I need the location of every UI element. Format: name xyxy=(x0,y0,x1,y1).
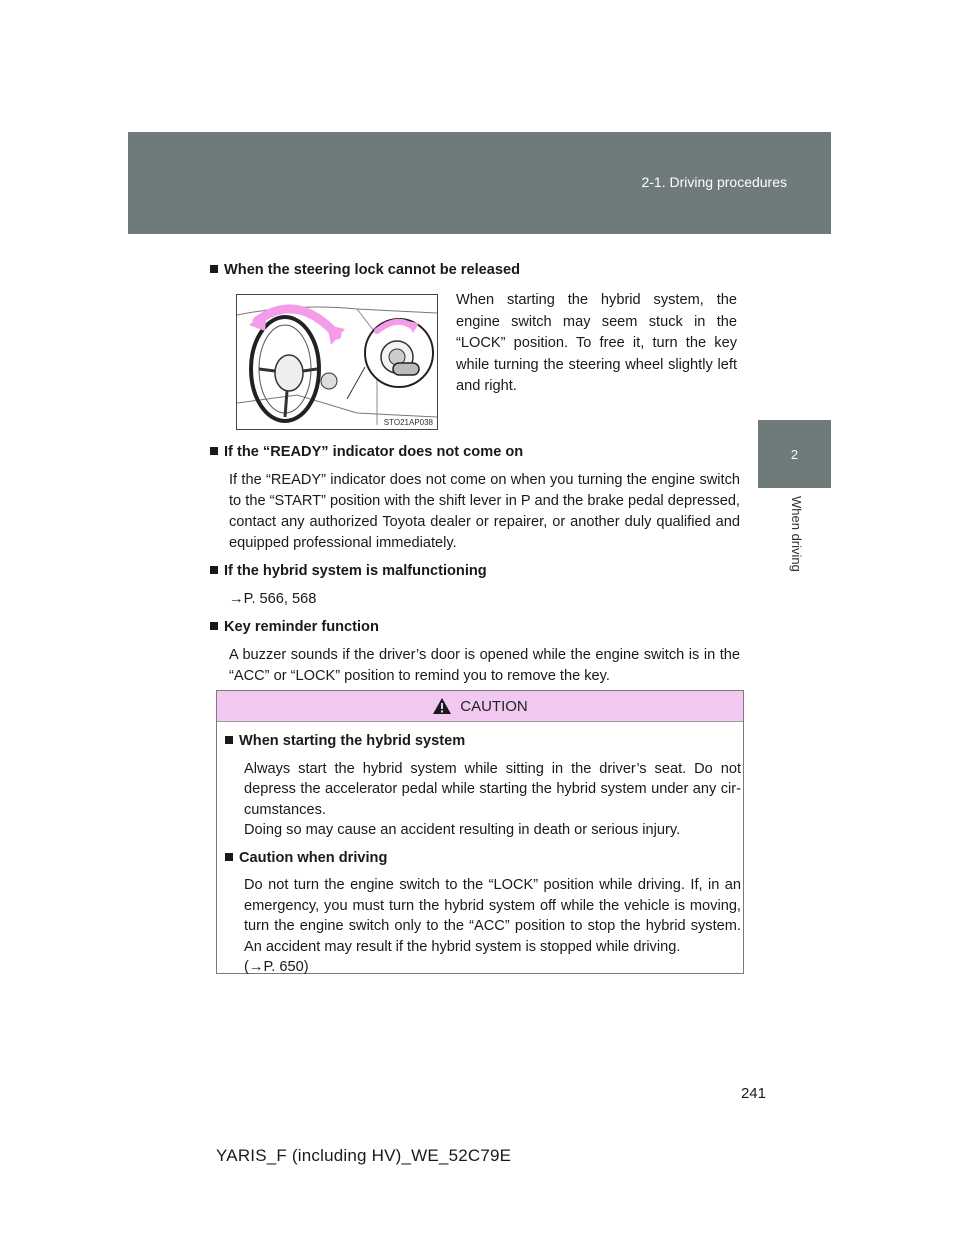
section-heading xyxy=(210,617,740,638)
bullet-square-icon xyxy=(225,853,233,861)
section-body: A buzzer sounds if the driver’s door is opened while the engine switch is in the “ACC” or “LOCK” position to remind you to remove the key. xyxy=(229,647,740,684)
page-reference-link[interactable]: (→P. 650) xyxy=(244,959,309,975)
section-steering-lock xyxy=(210,260,740,281)
caution-item-text: Always start the hybrid system while sitting in the driver’s seat. Do not depress the accelerator pedal while starting the hybrid system under any cir-cumstances. xyxy=(244,760,741,818)
heading-text: When starting the hybrid system xyxy=(239,733,466,749)
steering-wheel-illustration xyxy=(236,294,438,430)
caution-item-text: Do not turn the engine switch to the “LOCK” position while driving. If, in an emergency, you must turn the hybrid system off while the vehicle is moving, turn the engine switch only to the “ACC” position to stop the hybrid system. An accident may result if the hybrid system is stopped while driving. xyxy=(244,877,741,955)
page-number: 241 xyxy=(740,1085,766,1102)
steering-lock-description: When starting the hybrid system, the engine switch may seem stuck in the “LOCK” position. To free it, turn the key while turning the steering wheel slightly left and right. xyxy=(456,292,737,394)
heading-text: If the “READY” indicator does not come on xyxy=(224,444,524,460)
heading-text: Key reminder function xyxy=(224,619,379,635)
bullet-square-icon xyxy=(210,566,218,574)
chapter-number: 2 xyxy=(790,446,799,462)
page-reference-link[interactable]: →P. 566, 568 xyxy=(229,591,317,607)
header-band xyxy=(128,132,831,234)
steering-wheel-icon xyxy=(237,295,437,429)
section-heading xyxy=(210,442,740,463)
chapter-label: When driving xyxy=(789,496,804,572)
heading-text: Caution when driving xyxy=(239,849,388,866)
heading-text: If the hybrid system is malfunctioning xyxy=(224,563,487,579)
caution-item-text: Doing so may cause an accident resulting in death or serious injury. xyxy=(244,822,681,838)
bullet-square-icon xyxy=(210,622,218,630)
bullet-square-icon xyxy=(225,736,233,744)
document-footer-code: YARIS_F (including HV)_WE_52C79E xyxy=(216,1146,512,1165)
caution-header xyxy=(217,691,743,722)
caution-body xyxy=(225,731,741,978)
figure-code: STO21AP038 xyxy=(383,418,433,427)
chapter-tab xyxy=(758,420,831,488)
caution-box xyxy=(216,690,744,974)
heading-text: When the steering lock cannot be released xyxy=(224,262,521,278)
caution-item-heading xyxy=(225,848,741,869)
section-ready-indicator xyxy=(210,442,740,687)
section-heading xyxy=(210,561,740,582)
section-body: If the “READY” indicator does not come on when you turning the engine switch to the “START” position with the shift lever in P and the brake pedal depressed, contact any authorized Toyota dealer or repairer, or another duly qualified and equipped professional immediately. xyxy=(229,472,740,551)
caution-title: CAUTION xyxy=(460,697,528,715)
bullet-square-icon xyxy=(210,265,218,273)
warning-triangle-icon xyxy=(432,697,452,715)
section-title: 2-1. Driving procedures xyxy=(641,174,787,190)
bullet-square-icon xyxy=(210,447,218,455)
section-heading xyxy=(210,260,740,281)
caution-item-heading xyxy=(225,731,741,752)
